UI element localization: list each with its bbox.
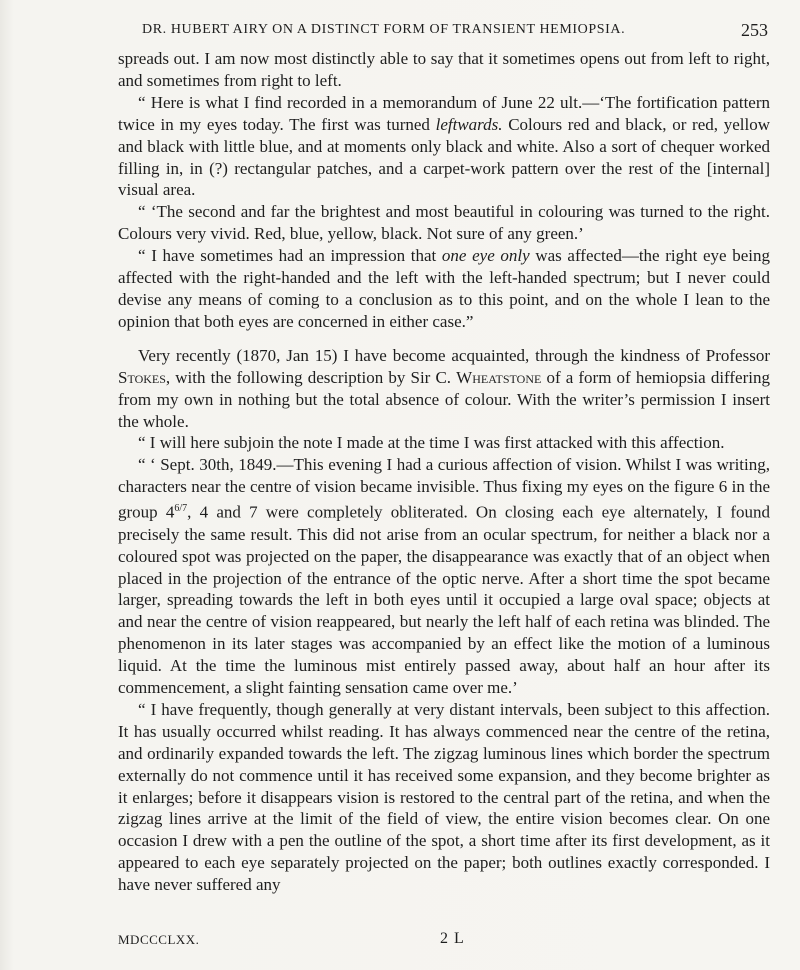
page-header	[0, 18, 800, 44]
body-text	[118, 48, 770, 896]
paragraph: “ ‘ Sept. 30th, 1849.—This evening I had a curious affection of vision. Whilst I was writing, characters near the centre of vision became invisible. Thus fixing my eyes on the figure 6 in the group $4^{6/7}$, 4 and 7 were completely obliterated. On closing each eye alternately, I found precisely the same result. This did not arise from an ocular spectrum, for neither a black nor a coloured spot was projected on the paper, the disappearance was exactly that of an object when placed in the projection of the entrance of the optic nerve. After a short time the spot became larger, spreading towards the left in both eyes until it occupied a large oval space; objects at and near the centre of vision reappeared, but nearly the left half of each retina was blinded. The phenomenon in its later stages was accompanied by an effect like the motion of a luminous liquid. At the time the luminous mist entirely passed away, about half an hour after its commencement, a slight fainting sensation came over me.’	[118, 455, 770, 698]
page-number: 253	[741, 20, 768, 40]
emphasis: one eye only	[441, 246, 530, 266]
person-name: Stokes	[118, 367, 166, 387]
sheet-mark: 2 L	[440, 930, 465, 947]
paragraph: spreads out. I am now most distinctly able to say that it sometimes opens out from left to right, and sometimes from right to left.	[118, 49, 770, 90]
person-name: Wheatstone	[456, 367, 542, 387]
paragraph: “ ‘The second and far the brightest and most beautiful in colouring was turned to the right. Colours very vivid. Red, blue, yellow, black. Not sure of any green.’	[118, 202, 770, 244]
paragraph: Very recently (1870, Jan 15) I have become acquainted, through the kindness of Professor Stokes, with the following description by Sir C. Wheatstone of a form of hemiopsia differing from my own in nothing but the total absence of colour. With the writer’s permission I insert the whole.	[118, 345, 770, 431]
paragraph: “ I will here subjoin the note I made at the time I was first attacked with this affection.	[138, 433, 725, 453]
paragraph: “ Here is what I find recorded in a memorandum of June 22 ult.—‘The fortification pattern twice in my eyes today. The first was turned leftwards. Colours red and black, or red, yellow and black with little blue, and at moments only black and white. Also a sort of chequer worked filling in, in (?) rectangular patches, and a carpet-work pattern over the rest of the [internal] visual area.	[118, 92, 770, 200]
page-footer	[0, 930, 800, 952]
paragraph: “ I have sometimes had an impression that one eye only was affected—the right eye being affected with the right-handed and the left with the left-handed spectrum; but I never could devise any means of coming to a conclusion as to this point, and on the whole I lean to the opinion that both eyes are concerned in either case.”	[118, 246, 771, 331]
paragraph: “ I have frequently, though generally at very distant intervals, been subject to this affection. It has usually occurred whilst reading. It has always commenced near the centre of the retina, and ordinarily expanded towards the left. The zigzag luminous lines which border the spectrum externally do not commence until it has received some expansion, and they become brighter as it enlarges; before it disappears vision is restored to the central part of the retina, and when the zigzag lines arrive at the limit of the field of view, the entire vision becomes clear. On one occasion I drew with a pen the outline of the spot, a short time after its first development, as it appeared to each eye separately projected on the paper; both outlines exactly corresponded. I have never suffered any	[118, 699, 770, 895]
running-head: DR. HUBERT AIRY ON A DISTINCT FORM OF TRANSIENT HEMIOPSIA.	[142, 22, 626, 37]
emphasis: leftwards.	[435, 114, 503, 134]
signature-mark: MDCCCLXX.	[118, 932, 200, 947]
fraction: 6/7	[174, 503, 188, 515]
